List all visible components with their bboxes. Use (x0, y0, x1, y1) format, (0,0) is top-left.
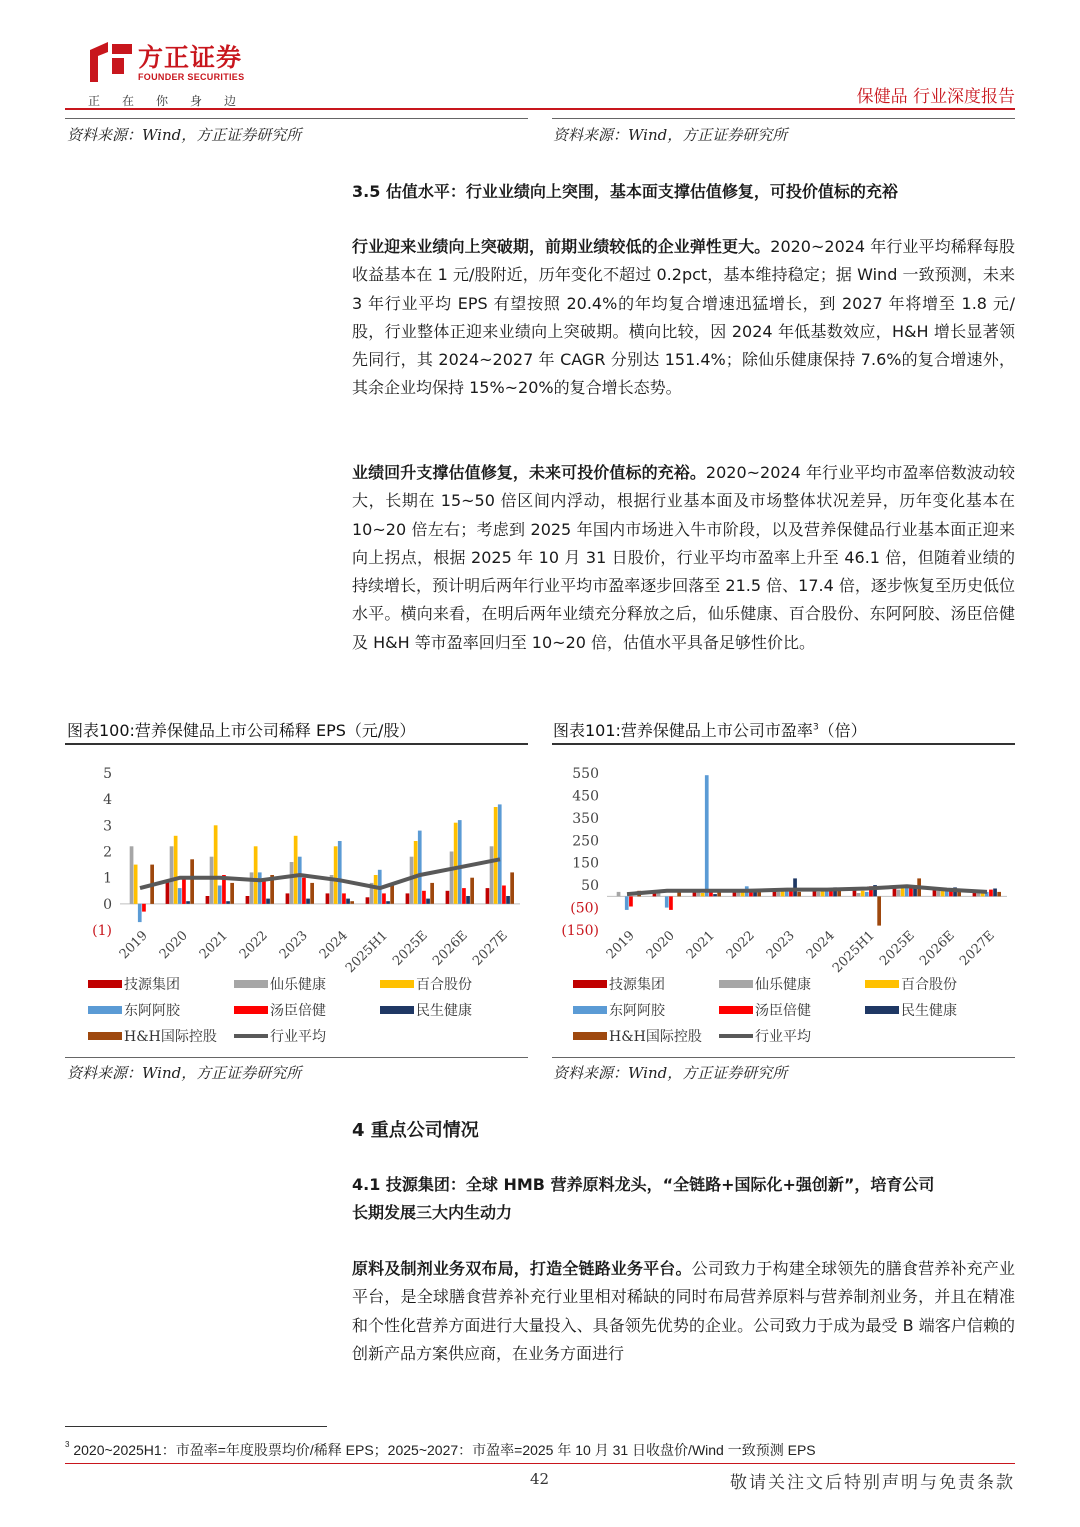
eps-bar-4 (218, 886, 222, 904)
brand-name-en: FOUNDER SECURITIES (138, 72, 245, 82)
eps-bar-2 (290, 862, 294, 904)
pe-legend-swatch (573, 1006, 607, 1014)
eps-bar-6 (466, 896, 470, 904)
pe-legend-item (573, 1000, 665, 1020)
eps-legend-item (380, 974, 472, 994)
source-divider-right (552, 118, 1015, 119)
eps-bar-5 (502, 886, 506, 904)
eps-bar-3 (334, 846, 338, 904)
pe-bar-5 (669, 896, 673, 910)
brand-name-cn: 方正证券 (138, 43, 243, 72)
pe-bar-2 (817, 892, 821, 897)
pe-bar-3 (821, 891, 825, 897)
eps-bar-3 (294, 836, 298, 904)
eps-bar-2 (210, 857, 214, 904)
chart-pe-title-text: 图表101:营养保健品上市公司市盈率 (553, 721, 813, 740)
eps-x-label: 2026E (430, 928, 471, 969)
eps-bar-5 (302, 878, 306, 904)
pe-legend-label: 民生健康 (901, 1003, 957, 1019)
eps-x-label: 2020 (156, 928, 191, 963)
pe-legend-item (573, 974, 665, 994)
pe-bar-4 (905, 887, 909, 896)
pe-legend-swatch (719, 1034, 753, 1038)
pe-legend-label: 技源集团 (609, 977, 665, 993)
footnote-divider (65, 1426, 327, 1427)
eps-bar-2 (170, 846, 174, 904)
eps-y-tick: 4 (103, 792, 112, 809)
pe-bar-4 (625, 896, 629, 910)
eps-legend-item (380, 1000, 472, 1020)
eps-legend-swatch (234, 1006, 268, 1014)
pe-bar-3 (861, 891, 865, 897)
eps-legend-label: 百合股份 (416, 977, 472, 993)
eps-legend-item (234, 1000, 326, 1020)
eps-x-label: 2025H1 (342, 928, 391, 977)
pe-bar-5 (989, 890, 993, 897)
eps-y-tick: 1 (103, 870, 112, 887)
eps-x-label: 2019 (116, 928, 151, 963)
pe-legend-item (865, 974, 957, 994)
eps-bar-7 (190, 859, 194, 904)
eps-bar-4 (418, 831, 422, 904)
eps-bar-2 (490, 846, 494, 904)
eps-legend-swatch (380, 980, 414, 988)
eps-bar-1 (326, 893, 330, 904)
chart-pe-source-rule (552, 1057, 1015, 1058)
eps-bar-6 (306, 899, 310, 904)
eps-y-tick: 3 (103, 818, 112, 835)
chart-pe-title-rule (552, 743, 1015, 745)
footnote-text: 2020~2025H1：市盈率=年度股票均价/稀释 EPS；2025~2027：市盈率=2025 年 10 月 31 日收盘价/Wind 一致预测 EPS (73, 1442, 816, 1458)
eps-bar-2 (250, 872, 254, 903)
pe-bar-7 (877, 896, 881, 925)
eps-bar-6 (346, 899, 350, 904)
pe-bar-6 (713, 894, 717, 896)
eps-bar-1 (206, 896, 210, 904)
header-divider (65, 108, 1015, 110)
page-number: 42 (530, 1470, 550, 1488)
eps-x-label: 2023 (276, 928, 311, 963)
eps-bar-5 (462, 888, 466, 904)
eps-legend-label: 东阿阿胶 (124, 1003, 180, 1019)
pe-x-label: 2025E (877, 928, 918, 969)
eps-bar-4 (178, 888, 182, 904)
pe-bar-4 (665, 896, 669, 907)
eps-x-label: 2024 (316, 928, 351, 963)
pe-legend-swatch (865, 1006, 899, 1014)
pe-legend-swatch (719, 980, 753, 988)
eps-legend-swatch (380, 1006, 414, 1014)
section-heading-4: 4 重点公司情况 (352, 1120, 479, 1141)
paragraph-company (352, 1255, 1015, 1368)
chart-eps-title-rule (65, 743, 528, 745)
eps-bar-2 (130, 846, 134, 904)
eps-bar-3 (134, 865, 138, 904)
pe-legend-item (573, 1026, 702, 1046)
eps-bar-2 (450, 852, 454, 904)
pe-legend-label: 行业平均 (755, 1029, 811, 1045)
eps-x-label: 2025E (390, 928, 431, 969)
pe-bar-7 (997, 892, 1001, 897)
section-heading-4-1-line2: 长期发展三大内生动力 (352, 1203, 513, 1222)
eps-bar-5 (182, 878, 186, 904)
pe-y-tick: (50) (570, 900, 599, 917)
eps-legend-swatch (234, 1034, 268, 1038)
eps-legend-label: 技源集团 (124, 977, 180, 993)
pe-bar-4 (865, 892, 869, 897)
chart-eps-title: 图表100:营养保健品上市公司稀释 EPS（元/股） (67, 721, 416, 740)
pe-bar-2 (777, 892, 781, 897)
pe-bar-2 (937, 891, 941, 897)
paragraph-eps-body: 2020~2024 年行业平均稀释每股收益基本在 1 元/股附近，历年变化不超过 0.2pct，基本维持稳定；据 Wind 一致预测，未来 3 年行业平均 EPS 有望按照 20.4%的年均复合增速迅猛增长，到 2027 年将增至 1.8 元/股，行业整体正迎来业绩向上突破期。横向比较，因 2024 年低基数效应，H&H 增长显著领先同行，其 2024~2027 年 CAGR 分别达 151.4%；除仙乐健康保持 7.6%的复合增速外，其余企业均保持 15%~20%的复合增长态势。 (352, 237, 1015, 398)
pe-bar-2 (617, 892, 621, 897)
paragraph-company-lead: 原料及制剂业务双布局，打造全链路业务平台。 (352, 1259, 692, 1278)
eps-bar-1 (166, 880, 170, 904)
pe-bar-3 (901, 889, 905, 897)
eps-bar-3 (174, 836, 178, 904)
report-type: 保健品 行业深度报告 (856, 87, 1015, 107)
pe-y-tick: 250 (572, 833, 599, 850)
eps-bar-5 (422, 891, 426, 904)
pe-y-tick: (150) (561, 923, 599, 939)
pe-bar-7 (797, 892, 801, 897)
eps-bar-1 (406, 893, 410, 904)
pe-legend-label: 东阿阿胶 (609, 1003, 665, 1019)
eps-y-tick: (1) (92, 923, 112, 939)
pe-x-label: 2024 (803, 928, 838, 963)
pe-legend-label: H&H国际控股 (609, 1029, 702, 1045)
eps-bar-6 (226, 901, 230, 904)
pe-legend-label: 仙乐健康 (755, 977, 811, 993)
eps-bar-3 (414, 841, 418, 904)
brand-slogan: 正在你身边 (88, 94, 259, 108)
eps-legend-item (88, 1026, 217, 1046)
pe-y-tick: 350 (572, 810, 599, 827)
eps-bar-7 (470, 878, 474, 904)
pe-x-label: 2025H1 (829, 928, 878, 977)
pe-x-label: 2021 (683, 928, 718, 963)
eps-bar-3 (494, 807, 498, 904)
pe-legend-item (719, 1000, 811, 1020)
eps-bar-5 (262, 880, 266, 904)
pe-x-label: 2020 (643, 928, 678, 963)
chart-eps-source-rule (65, 1057, 528, 1058)
eps-bar-7 (390, 886, 394, 904)
eps-bar-5 (382, 893, 386, 904)
eps-bar-5 (342, 893, 346, 904)
eps-bar-4 (258, 872, 262, 903)
eps-bar-6 (506, 896, 510, 904)
pe-y-tick: 550 (572, 766, 599, 782)
eps-bar-7 (350, 901, 354, 904)
pe-x-label: 2026E (917, 928, 958, 969)
pe-legend-swatch (573, 1032, 607, 1040)
eps-bar-6 (266, 899, 270, 904)
chart-pe-title-footnote-ref: 3 (812, 722, 819, 733)
pe-legend-item (719, 974, 811, 994)
eps-bar-6 (186, 901, 190, 904)
eps-bar-3 (214, 825, 218, 904)
pe-bar-4 (705, 775, 709, 896)
section-heading-4-1-line1: 4.1 技源集团：全球 HMB 营养原料龙头，“全链路+国际化+强创新”，培育公司 (352, 1175, 935, 1194)
paragraph-eps (352, 233, 1015, 403)
pe-bar-3 (941, 891, 945, 897)
chart-eps-source: 资料来源：Wind，方正证券研究所 (67, 1064, 302, 1082)
chart-pe-title-unit: （倍） (818, 721, 867, 740)
pe-y-tick: 450 (572, 788, 599, 805)
eps-bar-5 (142, 904, 146, 912)
pe-legend-swatch (573, 980, 607, 988)
eps-bar-4 (138, 904, 142, 922)
eps-legend-swatch (88, 1006, 122, 1014)
eps-legend-swatch (88, 980, 122, 988)
chart-pe-source: 资料来源：Wind，方正证券研究所 (553, 1064, 788, 1082)
pe-legend-swatch (865, 980, 899, 988)
pe-x-label: 2023 (763, 928, 798, 963)
pe-bar-5 (629, 896, 633, 906)
eps-legend-swatch (234, 980, 268, 988)
eps-y-tick: 2 (103, 844, 112, 861)
eps-bar-7 (510, 872, 514, 903)
eps-bar-1 (246, 896, 250, 904)
eps-bar-1 (366, 897, 370, 904)
pe-bar-1 (813, 891, 817, 897)
paragraph-pe (352, 459, 1015, 657)
pe-legend-item (865, 1000, 957, 1020)
eps-chart-legend (88, 974, 528, 1046)
eps-legend-label: 仙乐健康 (270, 977, 326, 993)
top-source-right: 资料来源：Wind，方正证券研究所 (553, 126, 788, 144)
pe-chart (552, 755, 1015, 977)
eps-x-label: 2022 (236, 928, 271, 963)
pe-bar-6 (993, 889, 997, 897)
eps-bar-1 (446, 891, 450, 904)
paragraph-pe-body: 2020~2024 年行业平均市盈率倍数波动较大，长期在 15~50 倍区间内浮动，根据行业基本面及市场整体状况差异，历年变化基本在 10~20 倍左右；考虑到 2025 年国内市场进入牛市阶段，以及营养保健品行业基本面正迎来向上拐点，根据 2025 年 10 月 31 日股价，行业平均市盈率上升至 46.1 倍，但随着业绩的持续增长，预计明后两年行业平均市盈率逐步回落至 21.5 倍、17.4 倍，逐步恢复至历史低位水平。横向来看，在明后两年业绩充分释放之后，仙乐健康、百合股份、东阿阿胶、汤臣倍健及 H&H 等市盈率回归至 10~20 倍，估值水平具备足够性价比。 (352, 463, 1015, 652)
eps-y-tick: 0 (103, 896, 112, 913)
eps-legend-label: 民生健康 (416, 1003, 472, 1019)
eps-bar-7 (430, 883, 434, 904)
footnote-mark: 3 (65, 1440, 70, 1449)
eps-legend-item (88, 1000, 180, 1020)
footer-divider (65, 1463, 1015, 1464)
eps-legend-item (88, 974, 180, 994)
founder-logo-icon (88, 40, 134, 84)
eps-chart (65, 755, 528, 977)
pe-legend-swatch (719, 1006, 753, 1014)
eps-bar-4 (498, 804, 502, 903)
paragraph-pe-lead: 业绩回升支撑估值修复，未来可投价值标的充裕。 (352, 463, 706, 482)
top-source-left: 资料来源：Wind，方正证券研究所 (67, 126, 302, 144)
pe-legend-label: 百合股份 (901, 977, 957, 993)
pe-bar-5 (789, 891, 793, 897)
eps-bar-6 (386, 901, 390, 904)
source-divider-left (65, 118, 528, 119)
pe-bar-2 (857, 893, 861, 896)
eps-bar-4 (458, 820, 462, 904)
paragraph-eps-lead: 行业迎来业绩向上突破期，前期业绩较低的企业弹性更大。 (352, 237, 771, 256)
pe-y-tick: 50 (581, 878, 599, 895)
eps-bar-7 (310, 883, 314, 904)
pe-chart-legend (573, 974, 1013, 1046)
eps-legend-swatch (88, 1032, 122, 1040)
eps-bar-1 (486, 888, 490, 904)
eps-legend-label: 行业平均 (270, 1029, 326, 1045)
pe-legend-item (719, 1026, 811, 1046)
eps-legend-item (234, 1026, 326, 1046)
pe-bar-4 (825, 891, 829, 897)
pe-x-label: 2019 (603, 928, 638, 963)
pe-bar-2 (897, 890, 901, 897)
chart-pe-title (553, 718, 867, 741)
eps-legend-label: 汤臣倍健 (270, 1003, 326, 1019)
eps-bar-4 (298, 857, 302, 904)
eps-x-label: 2027E (470, 928, 511, 969)
footnote (65, 1440, 816, 1460)
eps-bar-3 (454, 823, 458, 904)
pe-x-label: 2027E (957, 928, 998, 969)
paragraph-company-body: 公司致力于构建全球领先的膳食营养补充产业平台，是全球膳食营养补充行业里相对稀缺的同时布局营养原料与营养制剂业务，并且在精准和个性化营养方面进行大量投入、具备领先优势的企业。公司致力于成为最受 B 端客户信赖的创新产品方案供应商，在业务方面进行 (352, 1259, 1015, 1363)
eps-bar-7 (230, 883, 234, 904)
pe-bar-6 (793, 878, 797, 896)
eps-legend-item (234, 974, 326, 994)
eps-bar-4 (338, 841, 342, 904)
pe-bar-3 (701, 893, 705, 896)
pe-x-label: 2022 (723, 928, 758, 963)
eps-bar-6 (426, 899, 430, 904)
eps-bar-3 (254, 846, 258, 904)
eps-legend-label: H&H国际控股 (124, 1029, 217, 1045)
disclaimer-link[interactable]: 敬请关注文后特别声明与免责条款 (730, 1473, 1015, 1493)
eps-bar-1 (286, 893, 290, 904)
section-heading-3-5: 3.5 估值水平：行业业绩向上突围，基本面支撑估值修复，可投价值标的充裕 (352, 182, 898, 201)
pe-y-tick: 150 (572, 855, 599, 872)
pe-legend-label: 汤臣倍健 (755, 1003, 811, 1019)
eps-x-label: 2021 (196, 928, 231, 963)
eps-y-tick: 5 (103, 766, 112, 782)
